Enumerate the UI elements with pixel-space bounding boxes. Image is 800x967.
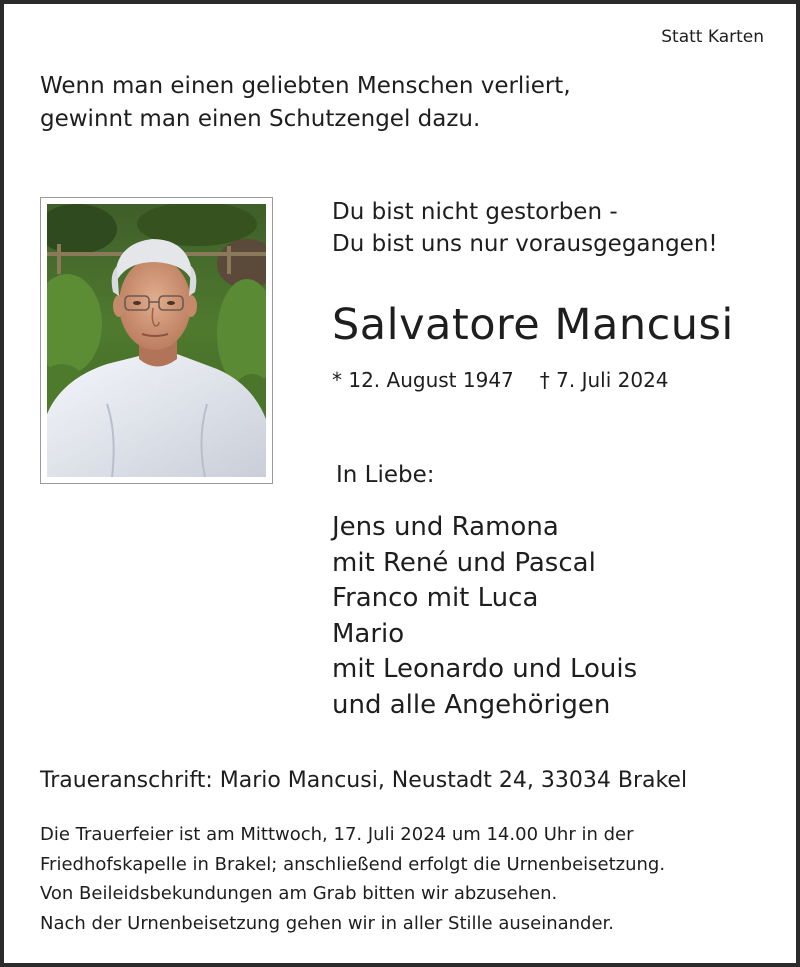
life-dates <box>332 368 669 392</box>
birth-date: * 12. August 1947 <box>332 368 514 392</box>
motto-line: Wenn man einen geliebten Menschen verliert, <box>40 73 571 99</box>
death-date: † 7. Juli 2024 <box>539 368 669 392</box>
info-line: Die Trauerfeier ist am Mittwoch, 17. Juli 2024 um 14.00 Uhr in der <box>40 824 634 845</box>
mourner-line: Jens und Ramona <box>332 512 559 542</box>
mourner-line: mit Leonardo und Louis <box>332 654 638 684</box>
mourner-line: Mario <box>332 618 405 649</box>
info-line: Nach der Urnenbeisetzung gehen wir in aller Stille auseinander. <box>40 912 615 934</box>
info-line: Von Beileidsbekundungen am Grab bitten wir abzusehen. <box>40 883 558 904</box>
info-line: Friedhofskapelle in Brakel; anschließend erfolgt die Urnenbeisetzung. <box>40 853 666 875</box>
portrait-frame <box>40 197 273 484</box>
motto-line: gewinnt man einen Schutzengel dazu. <box>40 106 481 132</box>
quote-line: Du bist nicht gestorben - <box>332 199 618 225</box>
motto-text <box>40 70 571 136</box>
in-liebe-label: In Liebe: <box>336 462 435 488</box>
mourning-address: Traueranschrift: Mario Mancusi, Neustadt 24, 33034 Brakel <box>40 768 688 793</box>
quote-text <box>332 196 718 260</box>
quote-line: Du bist uns nur vorausgegangen! <box>332 231 718 257</box>
statt-karten-label: Statt Karten <box>661 27 764 47</box>
deceased-name: Salvatore Mancusi <box>332 300 734 350</box>
mourner-line: Franco mit Luca <box>332 583 539 613</box>
mourners-list <box>332 510 637 723</box>
mourner-line: und alle Angehörigen <box>332 689 611 720</box>
mourner-line: mit René und Pascal <box>332 547 596 578</box>
portrait-photo <box>47 204 266 477</box>
funeral-info <box>40 820 665 938</box>
